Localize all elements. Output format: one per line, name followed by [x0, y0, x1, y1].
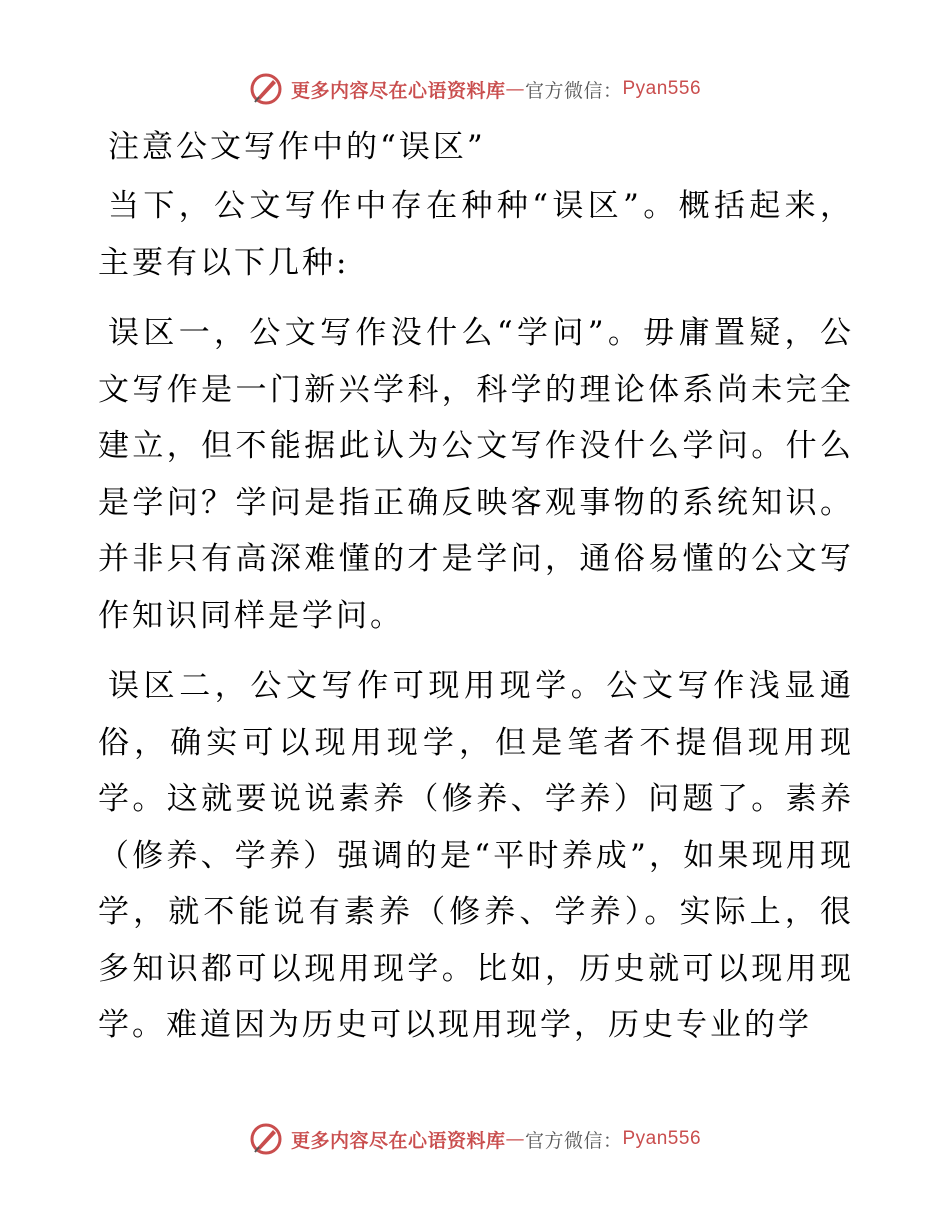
watermark-wechat-handle: Pyan556 — [622, 1128, 702, 1149]
paragraph-intro: 当下，公文写作中存在种种“误区”。概括起来，主要有以下几种: — [98, 188, 854, 281]
watermark-site-text: 更多内容尽在心语资料库 — [290, 79, 506, 102]
footer-watermark-banner — [0, 1122, 950, 1156]
watermark-site-text: 更多内容尽在心语资料库 — [290, 1129, 506, 1152]
watermark-official-label: 官方微信： — [524, 1129, 623, 1152]
header-watermark-banner — [0, 72, 950, 106]
watermark-separator: — — [505, 1128, 525, 1150]
watermark-text — [291, 1126, 701, 1153]
document-title: 注意公文写作中的“误区” — [108, 129, 486, 165]
watermark-wechat-handle: Pyan556 — [622, 78, 702, 99]
document-body — [98, 122, 854, 1068]
paragraph-misconception-two: 误区二，公文写作可现用现学。公文写作浅显通俗，确实可以现用现学，但是笔者不提倡现用现学。这就要说说素养（修养、学养）问题了。素养（修养、学养）强调的是“平时养成”，如果现用现学，就不能说有素养（修养、学养）。实际上，很多知识都可以现用现学。比如，历史就可以现用现学。难道因为历史可以现用现学，历史专业的学 — [98, 668, 854, 1043]
watermark-separator: — — [505, 78, 525, 100]
quill-pen-logo-icon — [249, 1122, 283, 1156]
paragraph-misconception-one: 误区一，公文写作没什么“学问”。毋庸置疑，公文写作是一门新兴学科，科学的理论体系尚未完全建立，但不能据此认为公文写作没什么学问。什么是学问？学问是指正确反映客观事物的系统知识。并非只有高深难懂的才是学问，通俗易懂的公文写作知识同样是学问。 — [98, 315, 854, 634]
watermark-text — [291, 76, 701, 103]
quill-pen-logo-icon — [249, 72, 283, 106]
watermark-official-label: 官方微信： — [524, 79, 623, 102]
